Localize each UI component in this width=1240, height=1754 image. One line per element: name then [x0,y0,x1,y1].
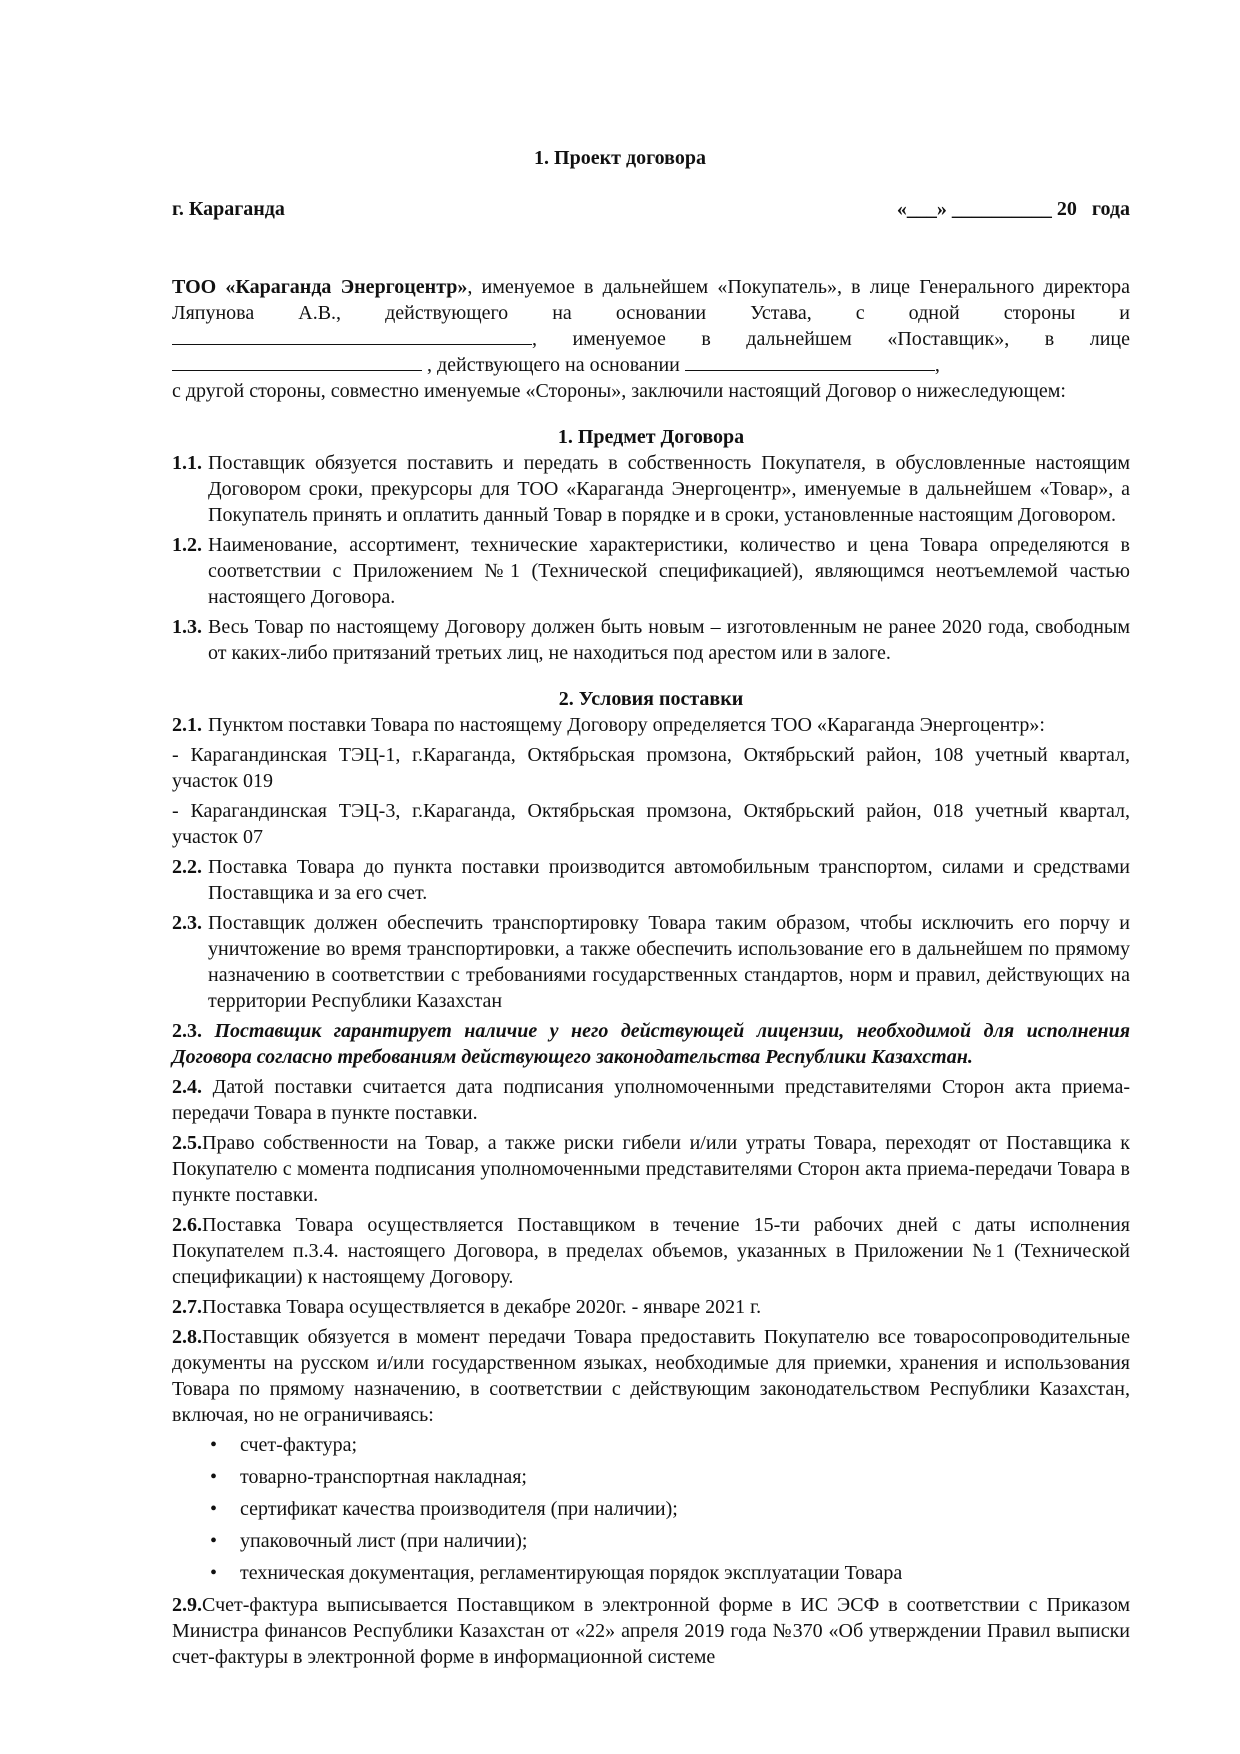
intro-closing: с другой стороны, совместно именуемые «Стороны», заключили настоящий Договор о нижеследующем: [172,380,1066,402]
clause-text: Поставщик обязуется в момент передачи Товара предоставить Покупателю все товаросопроводительные документы на русском и/или государственном языках, необходимые для приемки, хранения и использования Товара по прямому назначению, в соответствии с действующим законодательством Республики Казахстан, включая, но не ограничиваясь: [172,1326,1130,1426]
clause-number: 2.3. [172,1020,202,1042]
clause-number: 2.1. [172,714,202,736]
clause-text: Счет-фактура выписывается Поставщиком в электронной форме в ИС ЭСФ в соответствии с Приказом Министра финансов Республики Казахстан от «22» апреля 2019 года №370 «Об утверждении Правил выписки счет-фактуры в электронной форме в информационной системе [172,1594,1130,1668]
clause-text: Поставщик обязуется поставить и передать в собственность Покупателя, в обусловленные настоящим Договором сроки, прекурсоры для ТОО «Караганда Энергоцентр», именуемые в дальнейшем «Товар», а Покупатель принять и оплатить данный Товар в порядке и в сроки, установленные настоящим Договором. [208,452,1130,526]
contract-body [172,274,1130,1670]
contract-date-line: «___» __________ 20 года [896,198,1130,220]
clause-2-9 [172,1592,1130,1670]
clause-number: 2.5. [172,1132,202,1154]
clause-2-5 [172,1130,1130,1208]
section-1-heading: 1. Предмет Договора [557,426,745,448]
delivery-location-2: - Карагандинская ТЭЦ-3, г.Караганда, Октябрьская промзона, Октябрьский район, 018 учетный квартал, участок 07 [172,800,1130,848]
clause-2-7 [172,1294,1130,1320]
clause-1-1 [172,450,1130,528]
clause-text: Право собственности на Товар, а также риски гибели и/или утраты Товара, переходят от Поставщика к Покупателю с момента подписания уполномоченными представителями Сторон акта приема-передачи Товара в пункте поставки. [172,1132,1130,1206]
document-title: 1. Проект договора [534,147,706,169]
clause-1-3 [172,614,1130,666]
clause-text: Поставка Товара до пункта поставки производится автомобильным транспортом, силами и средствами Поставщика и за его счет. [208,856,1130,904]
list-item: • сертификат качества производителя (при наличии); [240,1496,1130,1522]
contract-city: г. Караганда [172,198,285,220]
clause-number: 2.4. [172,1076,202,1098]
clause-2-6 [172,1212,1130,1290]
clause-text: Пунктом поставки Товара по настоящему Договору определяется ТОО «Караганда Энергоцентр»: [208,714,1045,736]
list-item: • техническая документация, регламентирующая порядок эксплуатации Товара [240,1560,1130,1586]
list-item: • упаковочный лист (при наличии); [240,1528,1130,1554]
buyer-name: ТОО «Караганда Энергоцентр» [172,276,468,298]
clause-number: 2.7. [172,1296,202,1318]
intro-paragraph: ТОО «Караганда Энергоцентр», именуемое в дальнейшем «Покупатель», в лице Генерального директора Ляпунова А.В., действующего на основании Устава, с одной стороны и , именуемое в дальнейшем «Поставщик», в лице , действующего на основании , [172,276,1130,376]
clause-number: 1.2. [172,534,202,556]
clause-text: Поставка Товара осуществляется Поставщиком в течение 15-ти рабочих дней с даты исполнения Покупателем п.3.4. настоящего Договора, в пределах объемов, указанных в Приложении №1 (Технической спецификации) к настоящему Договору. [172,1214,1130,1288]
clause-text: Поставщик должен обеспечить транспортировку Товара таким образом, чтобы исключить его порчу и уничтожение во время транспортировки, а также обеспечить использование его в дальнейшем по прямому назначению в соответствии с требованиями государственных стандартов, норм и правил, действующих на территории Республики Казахстан [208,912,1130,1012]
clause-text: Поставка Товара осуществляется в декабре 2020г. - январе 2021 г. [202,1296,762,1318]
clause-text: Поставщик гарантирует наличие у него действующей лицензии, необходимой для исполнения Договора согласно требованиям действующего законодательства Республики Казахстан. [172,1020,1131,1068]
clause-2-2 [172,854,1130,906]
supplier-name-blank [172,326,532,345]
clause-2-4 [172,1074,1130,1126]
clause-number: 2.9. [172,1594,202,1616]
intro-line-1: , именуемое в дальнейшем «Покупатель», в лице Генерального директора Ляпунова А.В., действующего на основании Устава, с одной стороны и [172,276,1130,324]
clause-2-3-transport [172,910,1130,1014]
clause-number: 1.3. [172,616,202,638]
intro-line-2: , именуемое в дальнейшем «Поставщик», в лице [532,328,1130,350]
clause-2-1 [172,712,1130,738]
clause-number: 2.3. [172,912,202,934]
delivery-location-1: - Карагандинская ТЭЦ-1, г.Караганда, Октябрьская промзона, Октябрьский район, 108 учетный квартал, участок 019 [172,744,1130,792]
documents-list [172,1432,1130,1586]
intro-line-3: , действующего на основании [427,354,680,376]
list-item: • товарно-транспортная накладная; [240,1464,1130,1490]
supplier-representative-blank [172,352,422,371]
clause-1-2 [172,532,1130,610]
list-item: • счет-фактура; [240,1432,1130,1458]
supplier-basis-blank [685,352,935,371]
clause-text: Весь Товар по настоящему Договору должен быть новым – изготовленным не ранее 2020 года, свободным от каких-либо притязаний третьих лиц, не находиться под арестом или в залоге. [208,616,1130,664]
clause-2-3-license [172,1018,1130,1070]
section-2-heading: 2. Условия поставки [558,688,744,710]
clause-number: 1.1. [172,452,202,474]
clause-2-8 [172,1324,1130,1428]
clause-text: Наименование, ассортимент, технические характеристики, количество и цена Товара определяются в соответствии с Приложением №1 (Технической спецификацией), являющимся неотъемлемой частью настоящего Договора. [208,534,1130,608]
clause-number: 2.8. [172,1326,202,1348]
clause-text: Датой поставки считается дата подписания уполномоченными представителями Сторон акта приема-передачи Товара в пункте поставки. [172,1076,1130,1124]
clause-number: 2.2. [172,856,202,878]
clause-number: 2.6. [172,1214,202,1236]
